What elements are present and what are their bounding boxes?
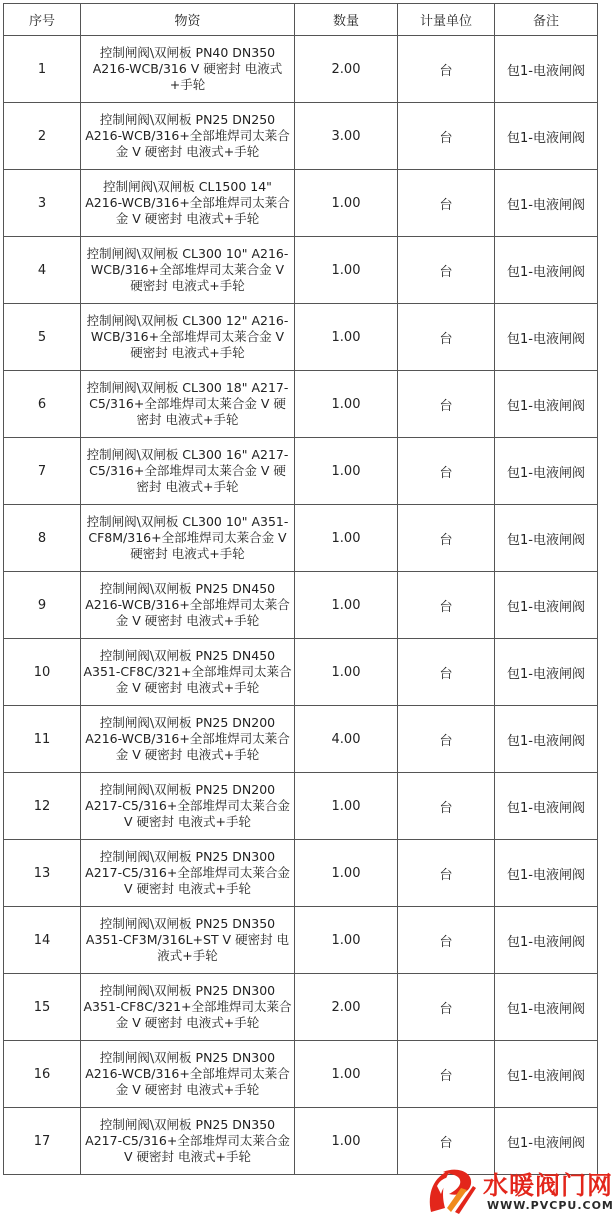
cell-quantity: 1.00 — [295, 438, 398, 505]
cell-unit: 台 — [398, 103, 495, 170]
cell-quantity: 2.00 — [295, 974, 398, 1041]
cell-remark: 包1-电液闸阀 — [495, 438, 598, 505]
cell-unit: 台 — [398, 974, 495, 1041]
cell-remark: 包1-电液闸阀 — [495, 371, 598, 438]
cell-serial-number: 1 — [4, 36, 81, 103]
cell-serial-number: 4 — [4, 237, 81, 304]
cell-unit: 台 — [398, 304, 495, 371]
cell-material: 控制闸阀\双闸板 CL300 16" A217-C5/316+全部堆焊司太莱合金 V 硬密封 电液式+手轮 — [81, 438, 295, 505]
cell-serial-number: 16 — [4, 1041, 81, 1108]
cell-unit: 台 — [398, 36, 495, 103]
cell-serial-number: 17 — [4, 1108, 81, 1175]
table-row — [4, 639, 598, 706]
cell-unit: 台 — [398, 572, 495, 639]
cell-unit: 台 — [398, 371, 495, 438]
cell-serial-number: 13 — [4, 840, 81, 907]
header-unit: 计量单位 — [398, 4, 495, 36]
cell-quantity: 1.00 — [295, 371, 398, 438]
cell-material: 控制闸阀\双闸板 CL300 12" A216-WCB/316+全部堆焊司太莱合金 V 硬密封 电液式+手轮 — [81, 304, 295, 371]
cell-material: 控制闸阀\双闸板 PN25 DN300 A217-C5/316+全部堆焊司太莱合金 V 硬密封 电液式+手轮 — [81, 840, 295, 907]
pv-logo-icon — [421, 1164, 477, 1216]
cell-quantity: 1.00 — [295, 1041, 398, 1108]
table-row — [4, 438, 598, 505]
cell-remark: 包1-电液闸阀 — [495, 974, 598, 1041]
cell-serial-number: 12 — [4, 773, 81, 840]
table-row — [4, 1041, 598, 1108]
table-row — [4, 170, 598, 237]
cell-material: 控制闸阀\双闸板 PN25 DN300 A351-CF8C/321+全部堆焊司太莱合金 V 硬密封 电液式+手轮 — [81, 974, 295, 1041]
site-url: WWW.PVCPU.COM — [487, 1199, 614, 1212]
cell-quantity: 3.00 — [295, 103, 398, 170]
cell-material: 控制闸阀\双闸板 CL300 10" A351-CF8M/316+全部堆焊司太莱合金 V 硬密封 电液式+手轮 — [81, 505, 295, 572]
cell-remark: 包1-电液闸阀 — [495, 170, 598, 237]
cell-quantity: 1.00 — [295, 572, 398, 639]
cell-remark: 包1-电液闸阀 — [495, 1108, 598, 1175]
cell-remark: 包1-电液闸阀 — [495, 103, 598, 170]
cell-serial-number: 7 — [4, 438, 81, 505]
cell-unit: 台 — [398, 639, 495, 706]
cell-remark: 包1-电液闸阀 — [495, 572, 598, 639]
cell-quantity: 1.00 — [295, 907, 398, 974]
cell-material: 控制闸阀\双闸板 CL300 10" A216-WCB/316+全部堆焊司太莱合金 V 硬密封 电液式+手轮 — [81, 237, 295, 304]
cell-material: 控制闸阀\双闸板 PN25 DN450 A351-CF8C/321+全部堆焊司太莱合金 V 硬密封 电液式+手轮 — [81, 639, 295, 706]
cell-remark: 包1-电液闸阀 — [495, 237, 598, 304]
cell-remark: 包1-电液闸阀 — [495, 505, 598, 572]
cell-unit: 台 — [398, 505, 495, 572]
cell-serial-number: 2 — [4, 103, 81, 170]
cell-quantity: 1.00 — [295, 170, 398, 237]
cell-quantity: 1.00 — [295, 840, 398, 907]
cell-quantity: 1.00 — [295, 1108, 398, 1175]
table-row — [4, 706, 598, 773]
cell-unit: 台 — [398, 237, 495, 304]
cell-material: 控制闸阀\双闸板 PN25 DN350 A351-CF3M/316L+ST V 硬密封 电液式+手轮 — [81, 907, 295, 974]
cell-material: 控制闸阀\双闸板 PN25 DN250 A216-WCB/316+全部堆焊司太莱合金 V 硬密封 电液式+手轮 — [81, 103, 295, 170]
table-row — [4, 773, 598, 840]
cell-material: 控制闸阀\双闸板 PN25 DN450 A216-WCB/316+全部堆焊司太莱合金 V 硬密封 电液式+手轮 — [81, 572, 295, 639]
cell-remark: 包1-电液闸阀 — [495, 840, 598, 907]
materials-table — [3, 3, 598, 1175]
table-row — [4, 371, 598, 438]
cell-serial-number: 10 — [4, 639, 81, 706]
table-row — [4, 103, 598, 170]
table-row — [4, 304, 598, 371]
site-watermark-logo — [421, 1162, 614, 1218]
cell-material: 控制闸阀\双闸板 PN25 DN300 A216-WCB/316+全部堆焊司太莱合金 V 硬密封 电液式+手轮 — [81, 1041, 295, 1108]
cell-material: 控制闸阀\双闸板 PN25 DN200 A216-WCB/316+全部堆焊司太莱合金 V 硬密封 电液式+手轮 — [81, 706, 295, 773]
cell-unit: 台 — [398, 840, 495, 907]
cell-serial-number: 15 — [4, 974, 81, 1041]
cell-quantity: 1.00 — [295, 505, 398, 572]
table-header-row — [4, 4, 598, 36]
cell-unit: 台 — [398, 170, 495, 237]
table-row — [4, 840, 598, 907]
cell-serial-number: 3 — [4, 170, 81, 237]
header-quantity: 数量 — [295, 4, 398, 36]
cell-quantity: 2.00 — [295, 36, 398, 103]
table-row — [4, 907, 598, 974]
cell-remark: 包1-电液闸阀 — [495, 706, 598, 773]
cell-serial-number: 5 — [4, 304, 81, 371]
cell-serial-number: 6 — [4, 371, 81, 438]
header-material: 物资 — [81, 4, 295, 36]
cell-serial-number: 14 — [4, 907, 81, 974]
table-row — [4, 36, 598, 103]
cell-unit: 台 — [398, 706, 495, 773]
cell-unit: 台 — [398, 1041, 495, 1108]
cell-serial-number: 11 — [4, 706, 81, 773]
cell-material: 控制闸阀\双闸板 PN25 DN200 A217-C5/316+全部堆焊司太莱合金 V 硬密封 电液式+手轮 — [81, 773, 295, 840]
cell-unit: 台 — [398, 773, 495, 840]
cell-remark: 包1-电液闸阀 — [495, 304, 598, 371]
header-serial-number: 序号 — [4, 4, 81, 36]
table-row — [4, 974, 598, 1041]
cell-unit: 台 — [398, 1108, 495, 1175]
cell-quantity: 1.00 — [295, 237, 398, 304]
cell-quantity: 1.00 — [295, 304, 398, 371]
table-row — [4, 572, 598, 639]
cell-remark: 包1-电液闸阀 — [495, 773, 598, 840]
cell-quantity: 1.00 — [295, 773, 398, 840]
table-row — [4, 505, 598, 572]
cell-remark: 包1-电液闸阀 — [495, 1041, 598, 1108]
cell-material: 控制闸阀\双闸板 PN40 DN350 A216-WCB/316 V 硬密封 电液式+手轮 — [81, 36, 295, 103]
table-row — [4, 237, 598, 304]
cell-remark: 包1-电液闸阀 — [495, 36, 598, 103]
cell-quantity: 4.00 — [295, 706, 398, 773]
cell-material: 控制闸阀\双闸板 CL1500 14" A216-WCB/316+全部堆焊司太莱合金 V 硬密封 电液式+手轮 — [81, 170, 295, 237]
cell-serial-number: 8 — [4, 505, 81, 572]
cell-remark: 包1-电液闸阀 — [495, 907, 598, 974]
header-remark: 备注 — [495, 4, 598, 36]
cell-quantity: 1.00 — [295, 639, 398, 706]
cell-unit: 台 — [398, 907, 495, 974]
site-name: 水暖阀门网 — [483, 1171, 614, 1200]
cell-unit: 台 — [398, 438, 495, 505]
cell-material: 控制闸阀\双闸板 CL300 18" A217-C5/316+全部堆焊司太莱合金 V 硬密封 电液式+手轮 — [81, 371, 295, 438]
cell-material: 控制闸阀\双闸板 PN25 DN350 A217-C5/316+全部堆焊司太莱合金 V 硬密封 电液式+手轮 — [81, 1108, 295, 1175]
cell-remark: 包1-电液闸阀 — [495, 639, 598, 706]
cell-serial-number: 9 — [4, 572, 81, 639]
